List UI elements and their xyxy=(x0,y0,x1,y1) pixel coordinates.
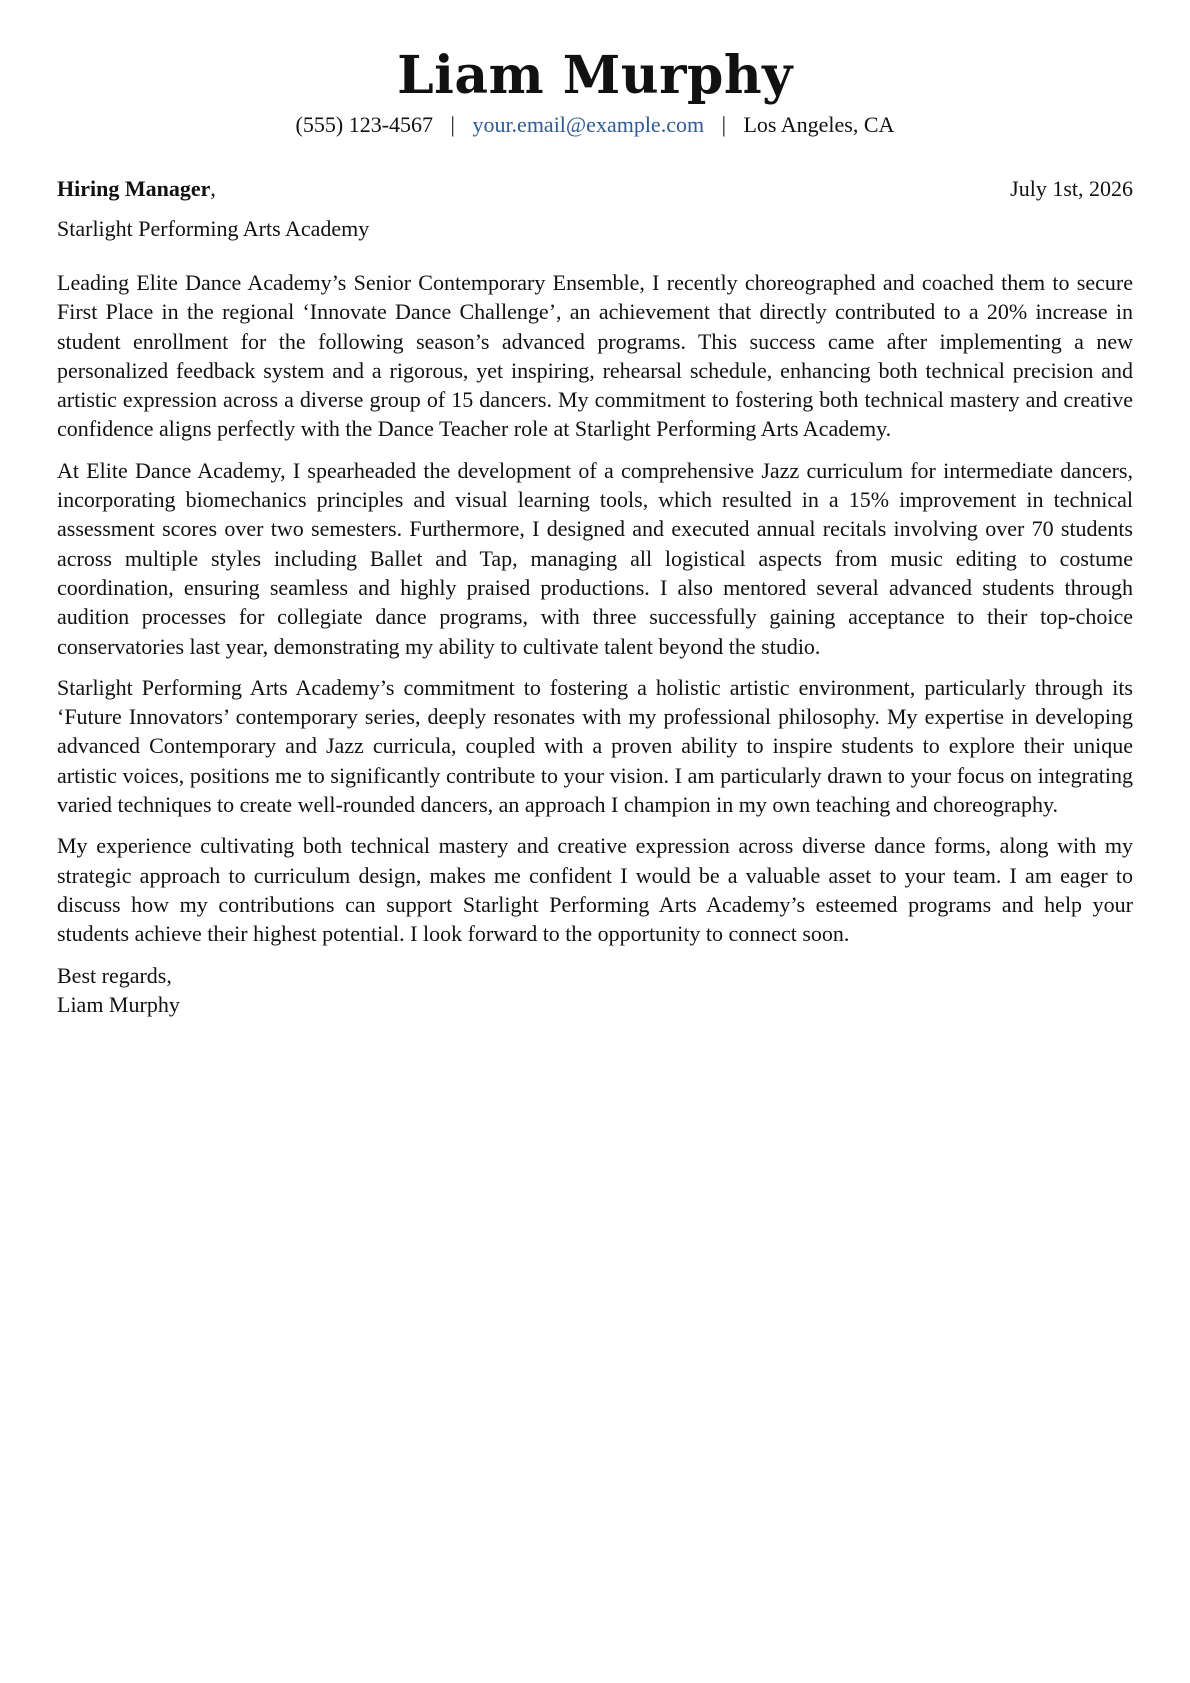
recipient-line xyxy=(57,174,216,204)
body-paragraph: At Elite Dance Academy, I spearheaded the development of a comprehensive Jazz curriculum for intermediate dancers, incorporating biomechanics principles and visual learning tools, which resulted in a 15% improvement in technical assessment scores over two semesters. Furthermore, I designed and executed annual recitals involving over 70 students across multiple styles including Ballet and Tap, managing all logistical aspects from music editing to costume coordination, ensuring seamless and highly praised productions. I also mentored several advanced students through audition processes for collegiate dance programs, with three successfully gaining acceptance to their top-choice conservatories last year, demonstrating my ability to cultivate talent beyond the studio. xyxy=(57,457,1133,659)
recipient-company: Starlight Performing Arts Academy xyxy=(57,216,370,241)
body-paragraph: Leading Elite Dance Academy’s Senior Contemporary Ensemble, I recently choreographed and coached them to secure First Place in the regional ‘Innovate Dance Challenge’, an achievement that directly contributed to a 20% increase in student enrollment for the following season’s advanced programs. This success came after implementing a new personalized feedback system and a rigorous, yet inspiring, rehearsal schedule, enhancing both technical precision and artistic expression across a diverse group of 15 dancers. My commitment to fostering both technical mastery and creative confidence aligns perfectly with the Dance Teacher role at Starlight Performing Arts Academy. xyxy=(57,270,1133,442)
body-paragraph: My experience cultivating both technical mastery and creative expression across diverse dance forms, along with my strategic approach to curriculum design, makes me confident I would be a valuable asset to your team. I am eager to discuss how my contributions can support Starlight Performing Arts Academy’s esteemed programs and help your students achieve their highest potential. I look forward to the opportunity to connect soon. xyxy=(57,833,1133,947)
closing-signature: Liam Murphy xyxy=(57,991,180,1017)
recipient-date-row xyxy=(57,174,1133,204)
phone-number: (555) 123-4567 xyxy=(295,112,434,137)
contact-separator: | xyxy=(450,112,455,137)
email-link[interactable]: your.email@example.com xyxy=(472,112,705,137)
recipient-name-suffix: , xyxy=(210,176,216,201)
letter-body xyxy=(57,268,1133,949)
letter-closing xyxy=(57,961,1133,1020)
recipient-name: Hiring Manager xyxy=(57,176,211,201)
applicant-name: Liam Murphy xyxy=(397,45,793,106)
closing-salutation: Best regards, xyxy=(57,962,172,988)
location: Los Angeles, CA xyxy=(743,112,895,137)
contact-line xyxy=(57,110,1133,140)
letter-date: July 1st, 2026 xyxy=(1010,176,1133,201)
contact-separator: | xyxy=(721,112,726,137)
body-paragraph: Starlight Performing Arts Academy’s commitment to fostering a holistic artistic environment, particularly through its ‘Future Innovators’ contemporary series, deeply resonates with my professional philosophy. My expertise in developing advanced Contemporary and Jazz curricula, coupled with a proven ability to inspire students to explore their unique artistic voices, positions me to significantly contribute to your vision. I am particularly drawn to your focus on integrating varied techniques to create well-rounded dancers, an approach I champion in my own teaching and choreography. xyxy=(57,674,1133,818)
